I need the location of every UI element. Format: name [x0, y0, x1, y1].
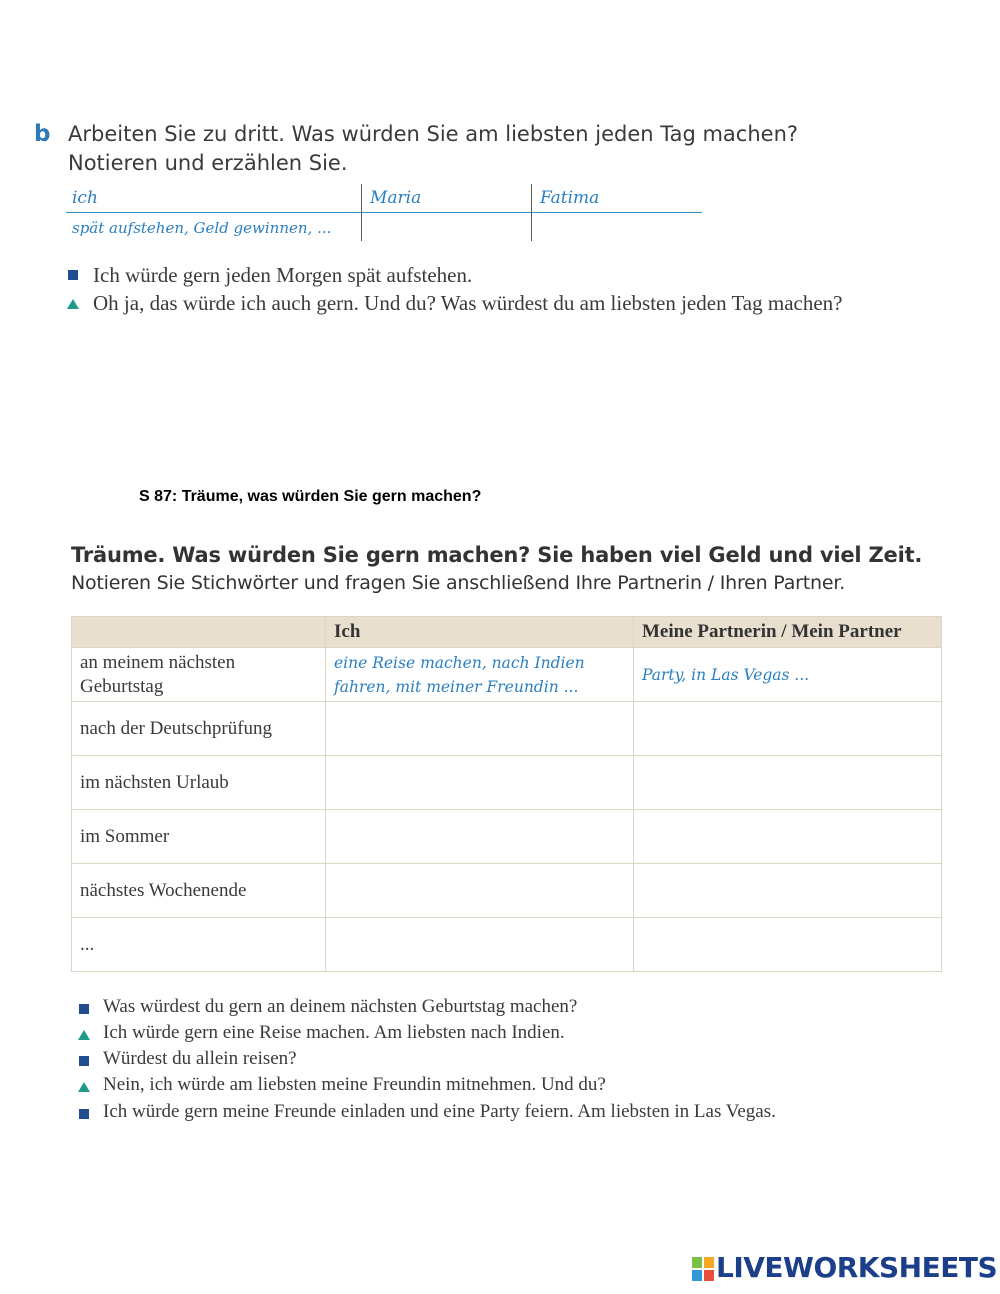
column-header-ich: ich: [72, 188, 98, 208]
row-label: nächstes Wochenende: [72, 864, 326, 918]
answer-cell-partner[interactable]: [634, 702, 942, 756]
dialogue-line: Ich würde gern eine Reise machen. Am liebsten nach Indien.: [103, 1022, 565, 1043]
dialogue-line: Was würdest du gern an deinem nächsten Geburtstag machen?: [103, 996, 578, 1017]
dreams-subtitle: Notieren Sie Stichwörter und fragen Sie anschließend Ihre Partnerin / Ihren Partner.: [71, 572, 846, 594]
dialogue-line: Ich würde gern jeden Morgen spät aufstehen.: [93, 263, 473, 287]
row-label: im nächsten Urlaub: [72, 756, 326, 810]
dialogue-line: Ich würde gern meine Freunde einladen und eine Party feiern. Am liebsten in Las Vegas.: [103, 1101, 776, 1122]
table-header-row: [72, 617, 942, 648]
answer-cell-ich[interactable]: [326, 756, 634, 810]
row-label: im Sommer: [72, 810, 326, 864]
answer-cell-ich[interactable]: [326, 864, 634, 918]
answer-cell-partner[interactable]: Party, in Las Vegas ...: [634, 648, 942, 702]
answer-cell-partner[interactable]: [634, 810, 942, 864]
square-bullet-icon: [79, 1109, 89, 1119]
dialogue-line: Nein, ich würde am liebsten meine Freundin mitnehmen. Und du?: [103, 1074, 606, 1095]
table-row: [72, 756, 942, 810]
table-row: [72, 810, 942, 864]
header-cell-partner: Meine Partnerin / Mein Partner: [634, 617, 942, 648]
square-bullet-icon: [68, 270, 78, 280]
logo-text: LIVEWORKSHEETS: [716, 1251, 998, 1284]
triangle-bullet-icon: [78, 1030, 90, 1040]
square-bullet-icon: [79, 1004, 89, 1014]
dreams-table: [71, 616, 942, 972]
answer-cell-ich[interactable]: [326, 918, 634, 972]
answer-cell-partner[interactable]: [634, 756, 942, 810]
row-label: ...: [72, 918, 326, 972]
row-label: an meinem nächsten Geburtstag: [72, 648, 326, 702]
liveworksheets-grid-icon: [692, 1257, 714, 1281]
row-label: nach der Deutschprüfung: [72, 702, 326, 756]
table-row: [72, 864, 942, 918]
exercise-letter: b: [34, 121, 51, 147]
triangle-bullet-icon: [67, 299, 79, 309]
dialogue-line: Würdest du allein reisen?: [103, 1048, 297, 1069]
table-row: [72, 648, 942, 702]
table-row: [72, 918, 942, 972]
exercise-b-instruction-line1: Arbeiten Sie zu dritt. Was würden Sie am liebsten jeden Tag machen?: [68, 122, 799, 146]
answer-cell-partner[interactable]: [634, 864, 942, 918]
answer-cell-partner[interactable]: [634, 918, 942, 972]
square-bullet-icon: [79, 1056, 89, 1066]
dreams-title: Träume. Was würden Sie gern machen? Sie haben viel Geld und viel Zeit.: [71, 543, 923, 567]
cell-ich-example: spät aufstehen, Geld gewinnen, ...: [72, 219, 332, 237]
answer-cell-ich[interactable]: eine Reise machen, nach Indien fahren, mit meiner Freundin ...: [326, 648, 634, 702]
page-caption: S 87: Träume, was würden Sie gern machen?: [139, 488, 482, 505]
header-cell-empty: [72, 617, 326, 648]
table-divider-line: [66, 212, 702, 213]
column-header-maria: Maria: [370, 188, 422, 208]
dialogue-line: Oh ja, das würde ich auch gern. Und du? Was würdest du am liebsten jeden Tag machen?: [93, 291, 843, 315]
exercise-b-instruction-line2: Notieren und erzählen Sie.: [68, 151, 348, 175]
table-column-divider: [361, 184, 362, 241]
answer-cell-ich[interactable]: [326, 702, 634, 756]
triangle-bullet-icon: [78, 1082, 90, 1092]
answer-cell-ich[interactable]: [326, 810, 634, 864]
header-cell-ich: Ich: [326, 617, 634, 648]
column-header-fatima: Fatima: [540, 188, 600, 208]
table-row: [72, 702, 942, 756]
table-column-divider: [531, 184, 532, 241]
